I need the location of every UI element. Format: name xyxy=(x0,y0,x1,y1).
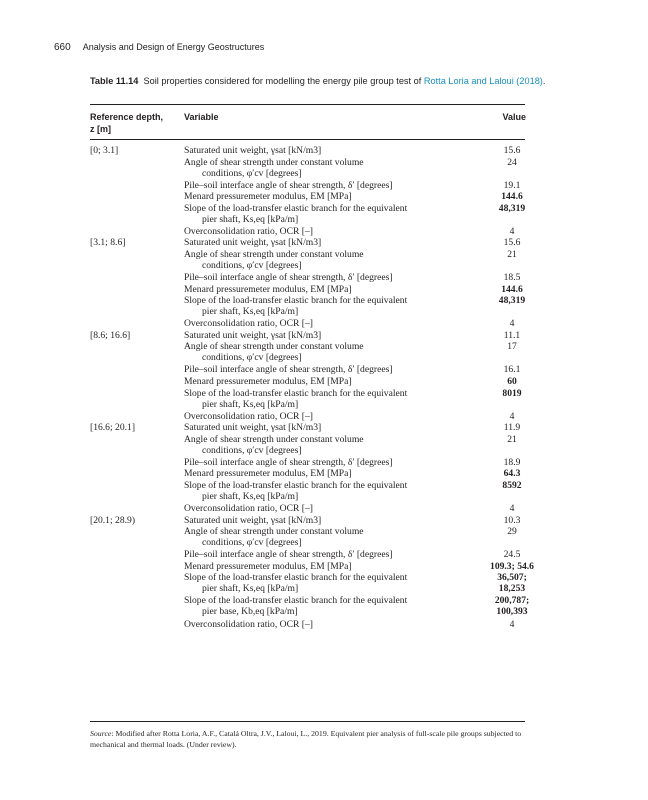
variable-text: Menard pressuremeter modulus, EM [MPa] xyxy=(184,468,352,480)
value-text: 11.1 xyxy=(503,329,521,341)
header-variable: Variable xyxy=(184,112,219,122)
value-cell xyxy=(470,503,554,514)
variable-continuation: pier shaft, Ks,eq [kPa/m] xyxy=(202,213,299,225)
value-cell xyxy=(470,341,554,352)
variable-cell xyxy=(184,295,484,317)
variable-text: Slope of the load-transfer elastic branch for the equivalent xyxy=(184,479,408,491)
variable-text: Saturated unit weight, γsat [kN/m3] xyxy=(184,329,322,341)
variable-text: Pile–soil interface angle of shear strength, δ′ [degrees] xyxy=(184,549,393,561)
table-caption xyxy=(90,75,550,87)
variable-cell xyxy=(184,157,484,179)
variable-cell xyxy=(184,341,484,363)
citation-link[interactable]: Rotta Loria and Laloui (2018) xyxy=(423,76,543,86)
value-cell xyxy=(470,318,554,329)
variable-text: Slope of the load-transfer elastic branch for the equivalent xyxy=(184,595,408,607)
variable-cell xyxy=(184,388,484,410)
value-text: 24 xyxy=(507,156,517,168)
depth-cell: [16.6; 20.1] xyxy=(90,422,136,434)
source-text: Modified after Rotta Loria, A.F., Catalá Oltra, J.V., Laloui, L., 2019. Equivalent pier analysis of full-scale pile groups subjected to mechanical and thermal loads. (Under review). xyxy=(90,729,522,749)
value-cell xyxy=(470,457,554,468)
variable-cell xyxy=(184,561,484,572)
value-text: 29 xyxy=(507,526,517,538)
variable-text: Menard pressuremeter modulus, EM [MPa] xyxy=(184,191,352,203)
variable-cell xyxy=(184,226,484,237)
value-text: 64.3 xyxy=(503,468,521,480)
value-text: 16.1 xyxy=(503,364,521,376)
variable-cell xyxy=(184,145,484,156)
variable-continuation: conditions, φ′cv [degrees] xyxy=(202,259,302,271)
variable-text: Menard pressuremeter modulus, EM [MPa] xyxy=(184,283,352,295)
depth-cell: [3.1; 8.6] xyxy=(90,237,126,249)
value-text: 4 xyxy=(509,503,515,515)
value-text-continued: 18,253 xyxy=(498,583,526,595)
variable-text: Overconsolidation ratio, OCR [–] xyxy=(184,503,313,515)
variable-cell xyxy=(184,318,484,329)
variable-continuation: conditions, φ′cv [degrees] xyxy=(202,444,302,456)
variable-cell xyxy=(184,468,484,479)
value-text: 21 xyxy=(507,248,517,260)
variable-text: Overconsolidation ratio, OCR [–] xyxy=(184,410,313,422)
variable-text: Slope of the load-transfer elastic branch for the equivalent xyxy=(184,202,408,214)
variable-cell xyxy=(184,237,484,248)
variable-text: Slope of the load-transfer elastic branch for the equivalent xyxy=(184,295,408,307)
value-cell xyxy=(470,330,554,341)
value-cell xyxy=(470,180,554,191)
depth-cell: [20.1; 28.9) xyxy=(90,514,136,526)
caption-text: Soil properties considered for modelling the energy pile group test of xyxy=(143,76,422,86)
variable-continuation: conditions, φ′cv [degrees] xyxy=(202,167,302,179)
variable-cell xyxy=(184,284,484,295)
value-cell xyxy=(470,284,554,295)
value-cell xyxy=(470,203,554,214)
value-cell xyxy=(470,364,554,375)
variable-cell xyxy=(184,526,484,548)
variable-cell xyxy=(184,515,484,526)
running-head xyxy=(54,42,264,53)
value-cell xyxy=(470,468,554,479)
source-label: Source xyxy=(90,729,112,738)
value-text: 15.6 xyxy=(503,145,521,156)
variable-cell xyxy=(184,434,484,456)
variable-continuation: pier shaft, Ks,eq [kPa/m] xyxy=(202,398,299,410)
value-text: 10.3 xyxy=(503,514,521,526)
value-text: 36,507; xyxy=(497,572,527,584)
table-bottom-rule xyxy=(90,721,525,722)
variable-cell xyxy=(184,572,484,594)
header-rule xyxy=(90,139,525,140)
value-text: 200,787; xyxy=(494,595,530,607)
value-text: 18.5 xyxy=(503,272,521,284)
value-cell xyxy=(470,295,554,306)
variable-continuation: conditions, φ′cv [degrees] xyxy=(202,352,302,364)
value-text: 15.6 xyxy=(503,237,521,249)
value-cell xyxy=(470,480,554,491)
value-text: 4 xyxy=(509,410,515,422)
depth-cell: [8.6; 16.6] xyxy=(90,329,131,341)
value-cell xyxy=(470,411,554,422)
variable-cell xyxy=(184,411,484,422)
variable-cell xyxy=(184,330,484,341)
variable-text: Pile–soil interface angle of shear strength, δ′ [degrees] xyxy=(184,456,393,468)
variable-cell xyxy=(184,619,484,630)
caption-end: . xyxy=(542,76,546,86)
variable-text: Pile–soil interface angle of shear strength, δ′ [degrees] xyxy=(184,272,393,284)
variable-text: Menard pressuremeter modulus, EM [MPa] xyxy=(184,376,352,387)
value-text: 48,319 xyxy=(498,295,526,307)
value-cell xyxy=(470,249,554,260)
value-cell xyxy=(470,237,554,248)
value-text: 19.1 xyxy=(503,179,521,191)
value-text: 4 xyxy=(509,225,515,237)
variable-cell xyxy=(184,203,484,225)
value-cell xyxy=(470,191,554,202)
value-cell xyxy=(470,157,554,168)
value-cell xyxy=(470,561,554,572)
value-text: 18.9 xyxy=(503,456,521,468)
value-cell xyxy=(470,526,554,537)
variable-cell xyxy=(184,422,484,433)
variable-continuation: pier shaft, Ks,eq [kPa/m] xyxy=(202,583,299,595)
variable-cell xyxy=(184,480,484,502)
value-cell xyxy=(470,376,554,387)
value-text: 24.5 xyxy=(503,549,521,561)
value-text: 4 xyxy=(509,618,515,630)
variable-text: Slope of the load-transfer elastic branch for the equivalent xyxy=(184,572,408,584)
variable-text: Overconsolidation ratio, OCR [–] xyxy=(184,318,313,330)
variable-cell xyxy=(184,272,484,283)
variable-cell xyxy=(184,191,484,202)
header-depth: Reference depth, z [m] xyxy=(90,112,164,134)
value-cell xyxy=(470,595,554,617)
variable-cell xyxy=(184,364,484,375)
value-text: 8019 xyxy=(502,387,522,399)
variable-text: Overconsolidation ratio, OCR [–] xyxy=(184,225,313,237)
value-text: 60 xyxy=(507,376,517,387)
value-cell xyxy=(470,515,554,526)
value-cell xyxy=(470,422,554,433)
variable-cell xyxy=(184,180,484,191)
table-top-rule xyxy=(90,104,525,105)
value-cell xyxy=(470,572,554,594)
value-cell xyxy=(470,388,554,399)
table-label: Table 11.14 xyxy=(90,76,139,86)
depth-cell: [0; 3.1] xyxy=(90,145,119,156)
variable-text: Pile–soil interface angle of shear strength, δ′ [degrees] xyxy=(184,364,393,376)
value-cell xyxy=(470,619,554,630)
value-text-continued: 100,393 xyxy=(496,606,528,618)
variable-cell xyxy=(184,549,484,560)
variable-text: Angle of shear strength under constant volume xyxy=(184,248,364,260)
value-text: 109.3; 54.6 xyxy=(490,560,534,572)
variable-text: Overconsolidation ratio, OCR [–] xyxy=(184,618,313,630)
variable-cell xyxy=(184,457,484,468)
value-text: 144.6 xyxy=(501,283,523,295)
value-cell xyxy=(470,145,554,156)
variable-continuation: conditions, φ′cv [degrees] xyxy=(202,537,302,549)
source-note: Source: Modified after Rotta Loria, A.F., Catalá Oltra, J.V., Laloui, L., 2019. Equivalent pier analysis of full-scale pile groups subjected to mechanical and thermal loads. (Under review). xyxy=(90,729,522,749)
value-text: 21 xyxy=(507,433,517,445)
variable-text: Slope of the load-transfer elastic branch for the equivalent xyxy=(184,387,408,399)
variable-text: Pile–soil interface angle of shear strength, δ′ [degrees] xyxy=(184,179,393,191)
variable-cell xyxy=(184,249,484,271)
value-cell xyxy=(470,272,554,283)
variable-cell xyxy=(184,503,484,514)
variable-text: Saturated unit weight, γsat [kN/m3] xyxy=(184,514,322,526)
variable-continuation: pier shaft, Ks,eq [kPa/m] xyxy=(202,306,299,318)
value-cell xyxy=(470,549,554,560)
variable-text: Saturated unit weight, γsat [kN/m3] xyxy=(184,237,322,249)
value-text: 4 xyxy=(509,318,515,330)
value-text: 8592 xyxy=(502,479,522,491)
value-cell xyxy=(470,226,554,237)
variable-text: Angle of shear strength under constant volume xyxy=(184,341,364,353)
value-text: 17 xyxy=(507,341,517,353)
variable-continuation: pier shaft, Ks,eq [kPa/m] xyxy=(202,490,299,502)
variable-text: Angle of shear strength under constant volume xyxy=(184,156,364,168)
variable-text: Angle of shear strength under constant volume xyxy=(184,433,364,445)
value-text: 144.6 xyxy=(501,191,523,203)
book-title: Analysis and Design of Energy Geostructures xyxy=(82,42,265,52)
value-text: 48,319 xyxy=(498,202,526,214)
value-cell xyxy=(470,434,554,445)
variable-text: Saturated unit weight, γsat [kN/m3] xyxy=(184,145,322,156)
header-value: Value xyxy=(502,112,526,122)
page-number: 660 xyxy=(54,42,71,53)
variable-cell xyxy=(184,376,484,387)
variable-text: Menard pressuremeter modulus, EM [MPa] xyxy=(184,560,352,572)
variable-cell xyxy=(184,595,484,617)
value-text: 11.9 xyxy=(503,422,521,434)
variable-text: Saturated unit weight, γsat [kN/m3] xyxy=(184,422,322,434)
variable-text: Angle of shear strength under constant volume xyxy=(184,526,364,538)
variable-continuation: pier base, Kb,eq [kPa/m] xyxy=(202,606,298,618)
